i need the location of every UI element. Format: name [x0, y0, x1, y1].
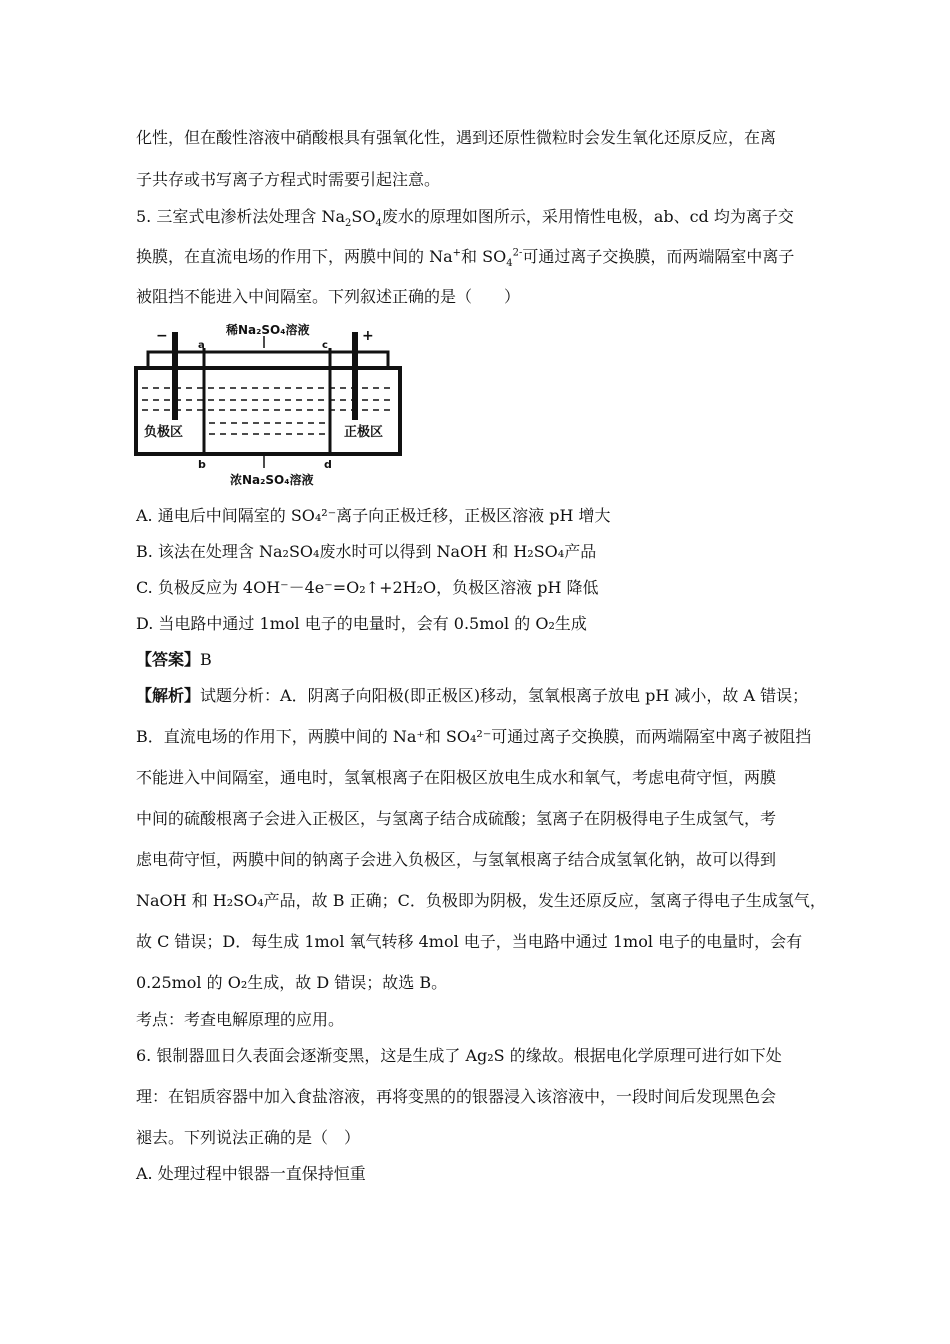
q5-analysis-line-3: 不能进入中间隔室，通电时，氢氧根离子在阳极区放电生成水和氧气，考虑电荷守恒，两膜: [136, 768, 777, 787]
label-a: a: [198, 340, 205, 351]
q5-option-c: C. 负极反应为 4OH⁻－4e⁻=O₂↑+2H₂O，负极区溶液 pH 降低: [136, 578, 599, 597]
q5-stem-line-3: 被阻挡不能进入中间隔室。下列叙述正确的是（ ）: [136, 287, 521, 306]
electrodialysis-diagram: [134, 318, 402, 488]
q5-analysis-line-7: 故 C 错误；D．每生成 1mol 氧气转移 4mol 电子，当电路中通过 1mol 电子的电量时，会有: [136, 932, 803, 951]
q5-analysis-line-8: 0.25mol 的 O₂生成，故 D 错误；故选 B。: [136, 973, 448, 992]
anode-electrode: [352, 332, 358, 424]
q5-stem-line-2: 换膜，在直流电场的作用下，两膜中间的 Na+和 $SO_4^{2-}$可通过离子交换膜，而两端隔室中离子: [136, 247, 795, 270]
q6-stem-line-1: 6. 银制器皿日久表面会逐渐变黑，这是生成了 Ag₂S 的缘故。根据电化学原理可进行如下处: [136, 1046, 782, 1065]
q6-stem-line-2: 理：在铝质容器中加入食盐溶液，再将变黑的的银器浸入该溶液中，一段时间后发现黑色会: [136, 1087, 777, 1106]
q5-stem-line-1: 5. 三室式电渗析法处理含 $Na_2SO_4$废水的原理如图所示，采用惰性电极，ab、cd 均为离子交: [136, 207, 794, 230]
q5-analysis-line-1: 【解析】试题分析：A．阴离子向阳极(即正极区)移动，氢氧根离子放电 pH 减小，故 A 错误；: [136, 686, 809, 705]
label-b: b: [198, 458, 206, 471]
cathode-electrode: [172, 332, 178, 424]
plus-sign: +: [362, 328, 374, 344]
q5-answer: 【答案】B: [136, 650, 212, 669]
q5-kaodian: 考点：考查电解原理的应用。: [136, 1010, 345, 1029]
q6-stem-line-3: 褪去。下列说法正确的是（ ）: [136, 1128, 361, 1147]
label-c: c: [322, 340, 328, 351]
q5-option-b: B. 该法在处理含 Na₂SO₄废水时可以得到 NaOH 和 H₂SO₄产品: [136, 542, 597, 561]
intro-line-2: 子共存或书写离子方程式时需要引起注意。: [136, 170, 441, 189]
anode-region-label: 正极区: [344, 425, 384, 440]
q5-analysis-line-5: 虑电荷守恒，两膜中间的钠离子会进入负极区，与氢氧根离子结合成氢氧化钠，故可以得到: [136, 850, 777, 869]
q6-option-a: A. 处理过程中银器一直保持恒重: [136, 1164, 366, 1183]
q5-option-d: D. 当电路中通过 1mol 电子的电量时，会有 0.5mol 的 O₂生成: [136, 614, 587, 633]
q5-analysis-line-4: 中间的硫酸根离子会进入正极区，与氢离子结合成硫酸；氢离子在阴极得电子生成氢气，考: [136, 809, 777, 828]
bottom-solution-label: 浓Na₂SO₄溶液: [230, 473, 314, 487]
q5-analysis-line-6: NaOH 和 H₂SO₄产品，故 B 正确；C．负极即为阴极，发生还原反应，氢离子得电子生成氢气，: [136, 891, 826, 910]
label-d: d: [324, 458, 332, 471]
q5-analysis-line-2: B．直流电场的作用下，两膜中间的 Na⁺和 SO₄²⁻可通过离子交换膜，而两端隔室中离子被阻挡: [136, 727, 812, 746]
q5-option-a: A. 通电后中间隔室的 SO₄²⁻离子向正极迁移，正极区溶液 pH 增大: [136, 506, 611, 525]
cathode-region-label: 负极区: [144, 425, 184, 440]
top-solution-label: 稀Na₂SO₄溶液: [226, 323, 310, 337]
intro-line-1: 化性，但在酸性溶液中硝酸根具有强氧化性，遇到还原性微粒时会发生氧化还原反应，在离: [136, 128, 777, 147]
minus-sign: −: [156, 328, 168, 344]
